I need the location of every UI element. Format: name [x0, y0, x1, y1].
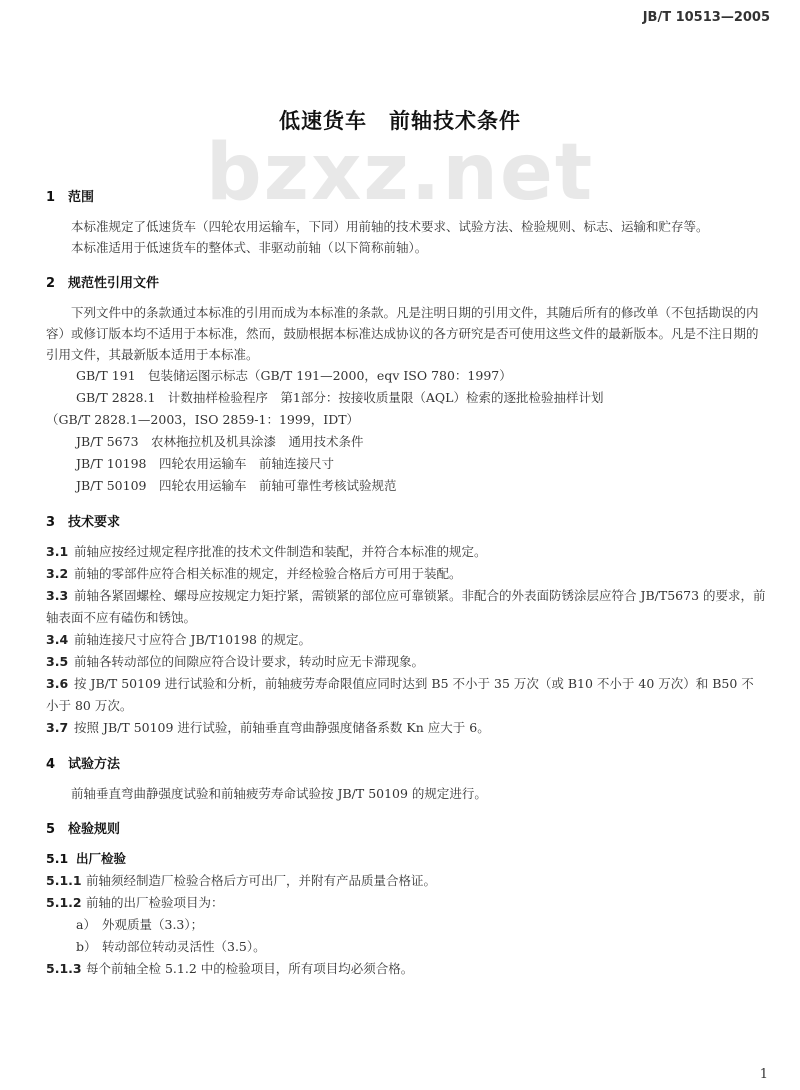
- reference-item: JB/T 10198 四轮农用运输车 前轴连接尺寸: [76, 456, 334, 471]
- section-2-paragraph-1: 下列文件中的条款通过本标准的引用而成为本标准的条款。凡是注明日期的引用文件，其随后所有的修改单（不包括勘误的内容）或修订版本均不适用于本标准，然而，鼓励根据本标准达成协议的各方研究是否可使用这些文件的最新版本。凡是不注日期的引用文件，其最新版本适用于本标准。: [46, 305, 759, 362]
- reference-item: JB/T 50109 四轮农用运输车 前轴可靠性考核试验规范: [76, 478, 397, 493]
- reference-item: JB/T 5673 农林拖拉机及机具涂漆 通用技术条件: [76, 434, 364, 449]
- section-1-paragraph-2: 本标准适用于低速货车的整体式、非驱动前轴（以下简称前轴）。: [71, 240, 428, 255]
- clause-5-1-3: 5.1.3 每个前轴全检 5.1.2 中的检验项目，所有项目均必须合格。: [46, 961, 414, 976]
- clause-3-4: 3.4 前轴连接尺寸应符合 JB/T10198 的规定。: [46, 632, 311, 647]
- document-body: [46, 178, 766, 980]
- page-number: 1: [759, 1067, 768, 1082]
- reference-item: GB/T 191 包装储运图示标志（GB/T 191—2000，eqv ISO 780：1997）: [76, 368, 512, 383]
- standard-code: JB/T 10513—2005: [642, 10, 770, 25]
- list-item: b） 转动部位转动灵活性（3.5）。: [76, 939, 266, 954]
- page-title: 低速货车 前轴技术条件: [279, 109, 521, 133]
- clause-3-2: 3.2 前轴的零部件应符合相关标准的规定，并经检验合格后方可用于装配。: [46, 566, 462, 581]
- clause-5-1-1: 5.1.1 前轴须经制造厂检验合格后方可出厂，并附有产品质量合格证。: [46, 873, 437, 888]
- clause-3-7: 3.7 按照 JB/T 50109 进行试验，前轴垂直弯曲静强度储备系数 Kn 应大于 6。: [46, 720, 490, 735]
- reference-item: GB/T 2828.1 计数抽样检验程序 第1部分：按接收质量限（AQL）检索的逐批检验抽样计划: [76, 390, 604, 405]
- clause-3-6: 3.6 按 JB/T 50109 进行试验和分析，前轴疲劳寿命限值应同时达到 B5 不小于 35 万次（或 B10 不小于 40 万次）和 B50 不小于 80 万次。: [46, 676, 754, 713]
- list-item: a） 外观质量（3.3）；: [76, 917, 204, 932]
- section-heading-1: 1 范围: [46, 190, 95, 205]
- section-heading-2: 2 规范性引用文件: [46, 276, 160, 291]
- reference-item-continuation: （GB/T 2828.1—2003，ISO 2859-1：1999，IDT）: [46, 412, 360, 427]
- watermark: bzxz.net: [205, 128, 595, 218]
- section-heading-3: 3 技术要求: [46, 515, 121, 530]
- clause-3-5: 3.5 前轴各转动部位的间隙应符合设计要求，转动时应无卡滞现象。: [46, 654, 425, 669]
- clause-5-1-2: 5.1.2 前轴的出厂检验项目为：: [46, 895, 224, 910]
- section-heading-5: 5 检验规则: [46, 822, 121, 837]
- clause-3-1: 3.1 前轴应按经过规定程序批准的技术文件制造和装配，并符合本标准的规定。: [46, 544, 487, 559]
- section-heading-4: 4 试验方法: [46, 757, 121, 772]
- section-4-paragraph-1: 前轴垂直弯曲静强度试验和前轴疲劳寿命试验按 JB/T 50109 的规定进行。: [71, 786, 487, 801]
- subsection-5-1: 5.1 出厂检验: [46, 851, 127, 866]
- clause-3-3: 3.3 前轴各紧固螺栓、螺母应按规定力矩拧紧，需锁紧的部位应可靠锁紧。非配合的外表面防锈涂层应符合 JB/T5673 的要求，前轴表面不应有磕伤和锈蚀。: [46, 588, 766, 625]
- section-1-paragraph-1: 本标准规定了低速货车（四轮农用运输车，下同）用前轴的技术要求、试验方法、检验规则、标志、运输和贮存等。: [71, 219, 709, 234]
